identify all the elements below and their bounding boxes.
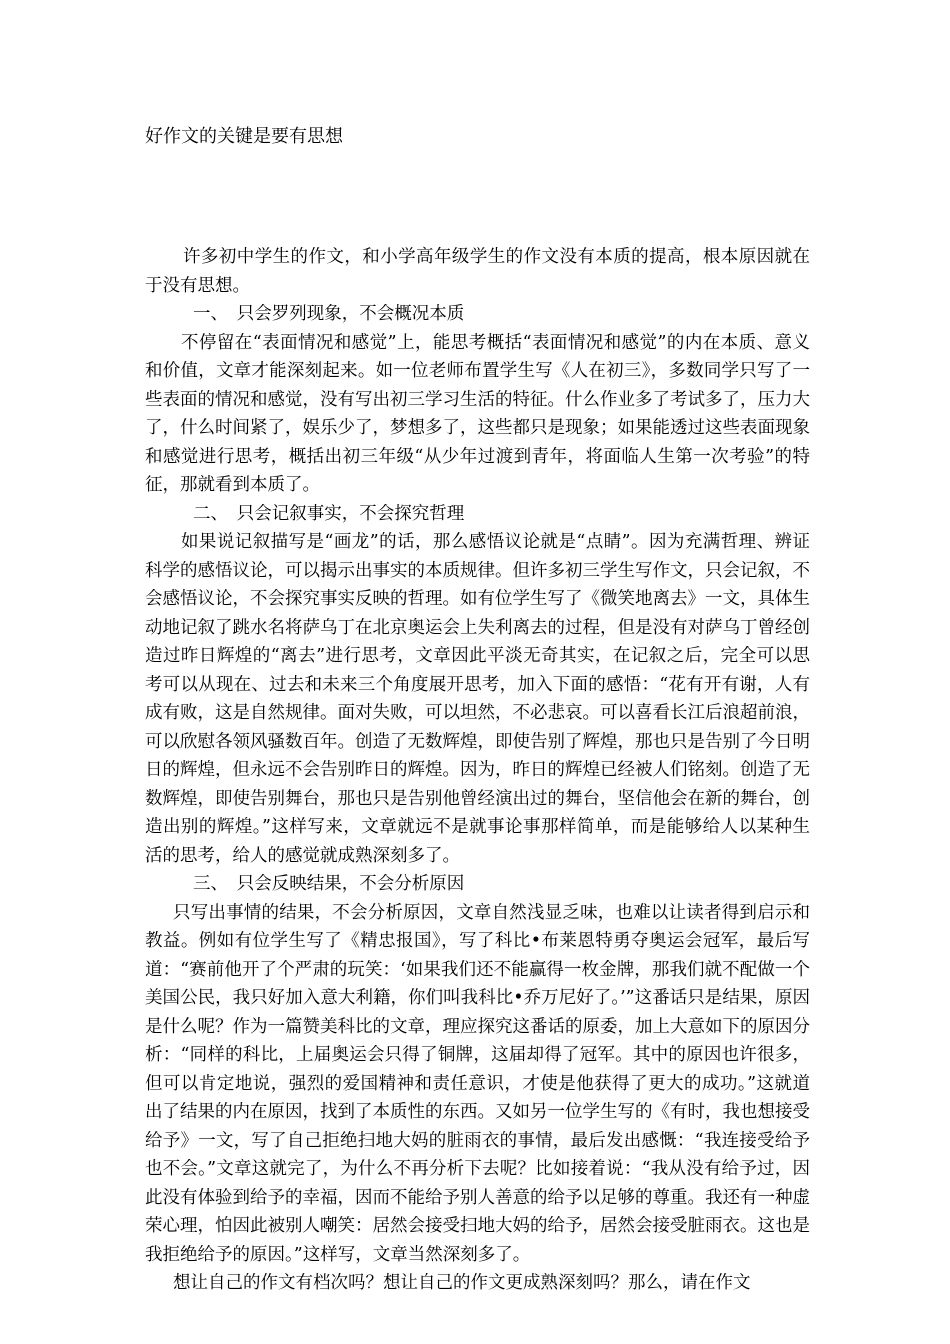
document-title: 好作文的关键是要有思想 [145,126,343,147]
section-2-heading: 二、 只会记叙事实，不会探究哲理 [193,503,465,524]
intro-paragraph: 许多初中学生的作文，和小学高年级学生的作文没有本质的提高，根本原因就在于没有思想。 [145,247,810,296]
section-2-paragraph: 如果说记叙描写是“画龙”的话，那么感悟议论就是“点睛”。因为充满哲理、辨证科学的感悟议论，可以揭示出事实的本质规律。但许多初三学生写作文，只会记叙，不会感悟议论，不会探究事实反映的哲理。如有位学生写了《微笑地离去》一文，具体生动地记叙了跳水名将萨乌丁在北京奥运会上失利离去的过程，但是没有对萨乌丁曾经创造过昨日辉煌的“离去”进行思考，文章因此平淡无奇其实，在记叙之后，完全可以思考可以从现在、过去和未来三个角度展开思考，加入下面的感悟：“花有开有谢，人有成有败，这是自然规律。面对失败，可以坦然，不必悲哀。可以喜看长江后浪超前浪，可以欣慰各领风骚数百年。创造了无数辉煌，即使告别了辉煌，那也只是告别了今日明日的辉煌，但永远不会告别昨日的辉煌。因为，昨日的辉煌已经被人们铭刻。创造了无数辉煌，即使告别舞台，那也只是告别他曾经演出过的舞台，坚信他会在新的舞台，创造出别的辉煌。”这样写来，文章就远不是就事论事那样简单，而是能够给人以某种生活的思考，给人的感觉就成熟深刻多了。 [145,532,810,866]
section-3-heading: 三、 只会反映结果，不会分析原因 [193,874,465,894]
section-1-heading: 一、 只会罗列现象，不会概况本质 [193,304,465,324]
section-3-paragraph: 只写出事情的结果，不会分析原因，文章自然浅显乏味，也难以让读者得到启示和教益。例如有位学生写了《精忠报国》，写了科比•布莱恩特勇夺奥运会冠军，最后写道：“赛前他开了个严肃的玩笑：‘如果我们还不能赢得一枚金牌，那我们就不配做一个美国公民，我只好加入意大利籍，你们叫我科比•乔万尼好了。’”这番话只是结果，原因是什么呢？作为一篇赞美科比的文章，理应探究这番话的原委，加上大意如下的原因分析：“同样的科比，上届奥运会只得了铜牌，这届却得了冠军。其中的原因也许很多，但可以肯定地说，强烈的爱国精神和责任意识，才使是他获得了更大的成功。”这就道出了结果的内在原因，找到了本质性的东西。又如另一位学生写的《有时，我也想接受给予》一文，写了自己拒绝扫地大妈的脏雨衣的事情，最后发出感慨：“我连接受给予也不会。”文章这就完了，为什么不再分析下去呢？比如接着说：“我从没有给予过，因此没有体验到给予的幸福，因而不能给予别人善意的给予以足够的尊重。我还有一种虚荣心理，怕因此被别人嘲笑：居然会接受扫地大妈的给予，居然会接受脏雨衣。这也是我拒绝给予的原因。”这样写，文章当然深刻多了。 [145,902,810,1265]
closing-paragraph: 想让自己的作文有档次吗？想让自己的作文更成熟深刻吗？那么，请在作文 [173,1273,751,1293]
section-1-paragraph: 不停留在“表面情况和感觉”上，能思考概括“表面情况和感觉”的内在本质、意义和价值，文章才能深刻起来。如一位老师布置学生写《人在初三》，多数同学只写了一些表面的情况和感觉，没有写出初三学习生活的特征。什么作业多了考试多了，压力大了，什么时间紧了，娱乐少了，梦想多了，这些都只是现象；如果能透过这些表面现象和感觉进行思考，概括出初三年级“从少年过渡到青年，将面临人生第一次考验”的特征，那就看到本质了。 [145,332,810,495]
document-body [145,243,810,1298]
